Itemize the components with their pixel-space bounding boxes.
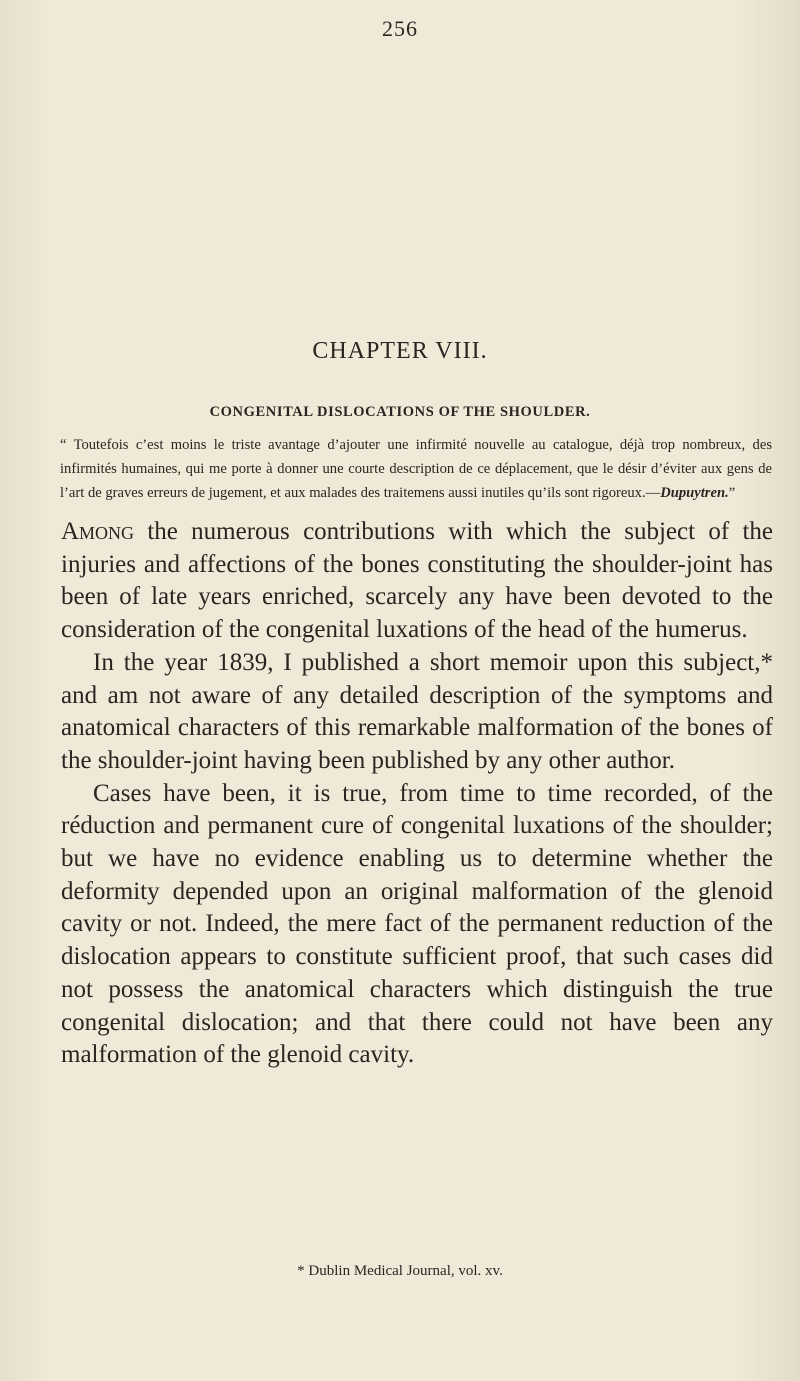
paragraph-3: Cases have been, it is true, from time to time recorded, of the réduction and permanent cure of congenital luxations of the shoulder; but we have no evidence enabling us to determine whether the deformity depended upon an original malformation of the glenoid cavity or not. Indeed, the mere fact of the permanent reduction of the dislocation appears to constitute sufficient proof, that such cases did not possess the anatomical characters which distinguish the true congenital dislocation; and that there could not have been any malformation of the glenoid cavity. [61,779,773,1069]
section-title: CONGENITAL DISLOCATIONS OF THE SHOULDER. [209,404,591,420]
body-text [61,516,773,1072]
page-number: 256 [382,16,418,41]
paragraph-2: In the year 1839, I published a short memoir upon this subject,* and am not aware of any detailed description of the symptoms and anatomical characters of this remarkable malformation of the bones of the shoulder-joint having been published by any other author. [61,648,773,774]
epigraph-closing-quote: ” [728,485,736,501]
footnote: * Dublin Medical Journal, vol. xv. [297,1263,503,1279]
epigraph-text: “ Toutefois c’est moins le triste avantage d’ajouter une infirmité nouvelle au catalogue, déjà trop nombreux, des infirmités humaines, qui me porte à donner une courte description de ce déplacement, que le désir d’éviter aux gens de l’art de graves erreurs de jugement, et aux malades des traitemens aussi inutiles qu’ils sont rigoreux.— [60,437,772,501]
paragraph-1 [61,516,773,647]
paragraph-lead-word: Among [61,518,135,545]
epigraph-author: Dupuytren. [660,485,729,501]
paragraph-1-text: the numerous contributions with which the subject of the injuries and affections of the bones constituting the shoulder-joint has been of late years enriched, scarcely any have been devoted to the consideration of the congenital luxations of the head of the humerus. [61,518,773,644]
epigraph [60,433,772,505]
chapter-title: CHAPTER VIII. [312,338,488,364]
